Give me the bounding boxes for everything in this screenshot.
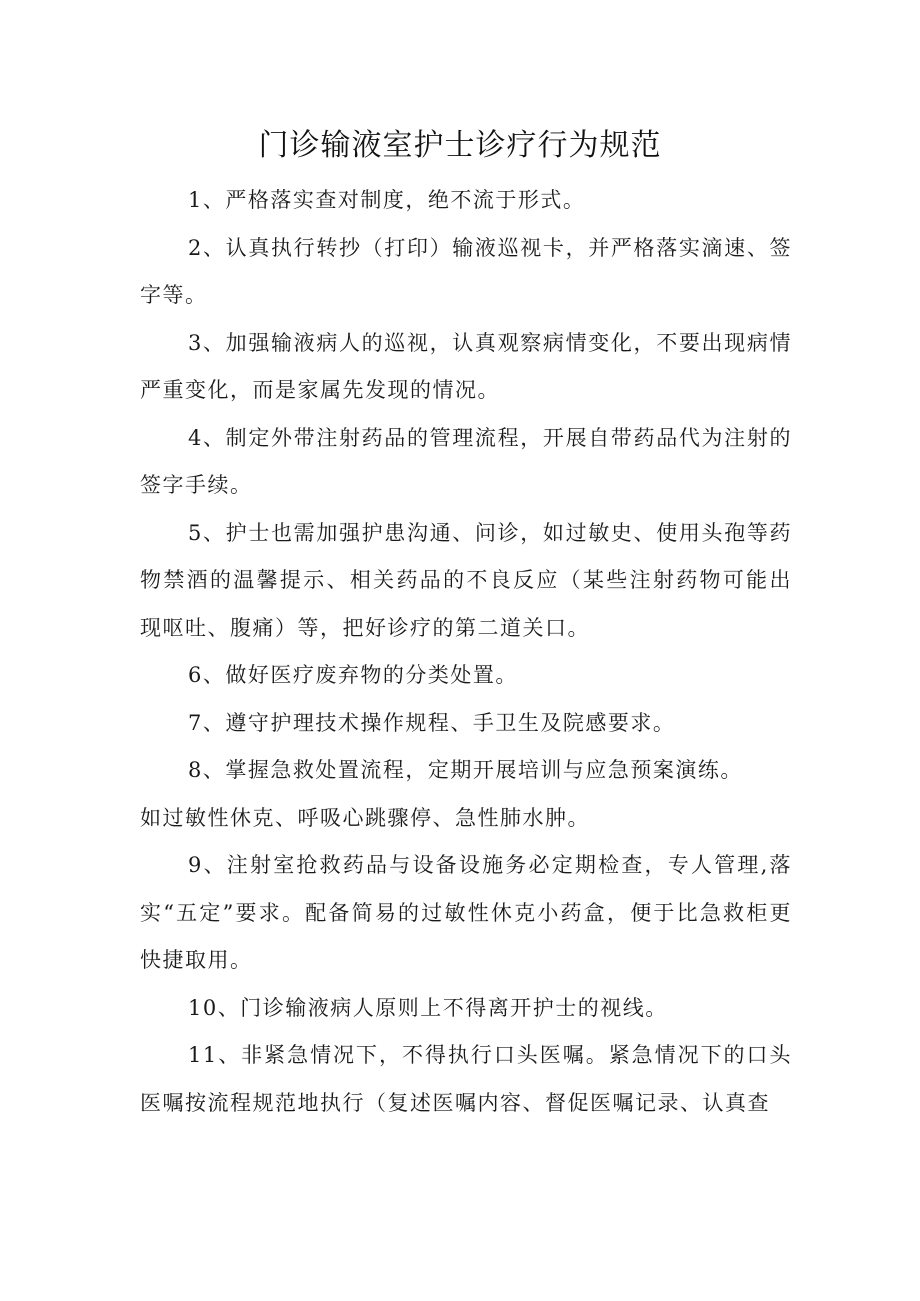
paragraph-4: 4、制定外带注射药品的管理流程，开展自带药品代为注射的签字手续。: [140, 425, 792, 497]
paragraph-3: 3、加强输液病人的巡视，认真观察病情变化，不要出现病情严重变化，而是家属先发现的情况。: [140, 330, 792, 402]
document-title: 门诊输液室护士诊疗行为规范: [258, 128, 662, 163]
paragraph-8: 8、掌握急救处置流程，定期开展培训与应急预案演练。: [188, 758, 743, 782]
paragraph-6: 6、做好医疗废弃物的分类处置。: [188, 663, 518, 687]
paragraph-2: 2、认真执行转抄（打印）输液巡视卡，并严格落实滴速、签字等。: [140, 235, 792, 307]
paragraph-7: 7、遵守护理技术操作规程、手卫生及院感要求。: [188, 710, 676, 735]
paragraph-10: 10、门诊输液病人原则上不得离开护士的视线。: [188, 995, 668, 1020]
paragraph-1: 1、严格落实查对制度，绝不流于形式。: [188, 188, 586, 212]
paragraph-11: 11、非紧急情况下，不得执行口头医嘱。紧急情况下的口头医嘱按流程规范地执行（复述医嘱内容、督促医嘱记录、认真查: [140, 1043, 792, 1115]
paragraph-8-continuation: 如过敏性休克、呼吸心跳骤停、急性肺水肿。: [140, 805, 590, 830]
paragraph-9: 9、注射室抢救药品与设备设施务必定期检查，专人管理,落实“五定”要求。配备简易的过敏性休克小药盒，便于比急救柜更快捷取用。: [140, 853, 792, 972]
document-body: [140, 177, 792, 1127]
paragraph-5: 5、护士也需加强护患沟通、问诊，如过敏史、使用头孢等药物禁酒的温馨提示、相关药品的不良反应（某些注射药物可能出现呕吐、腹痛）等，把好诊疗的第二道关口。: [140, 520, 792, 640]
